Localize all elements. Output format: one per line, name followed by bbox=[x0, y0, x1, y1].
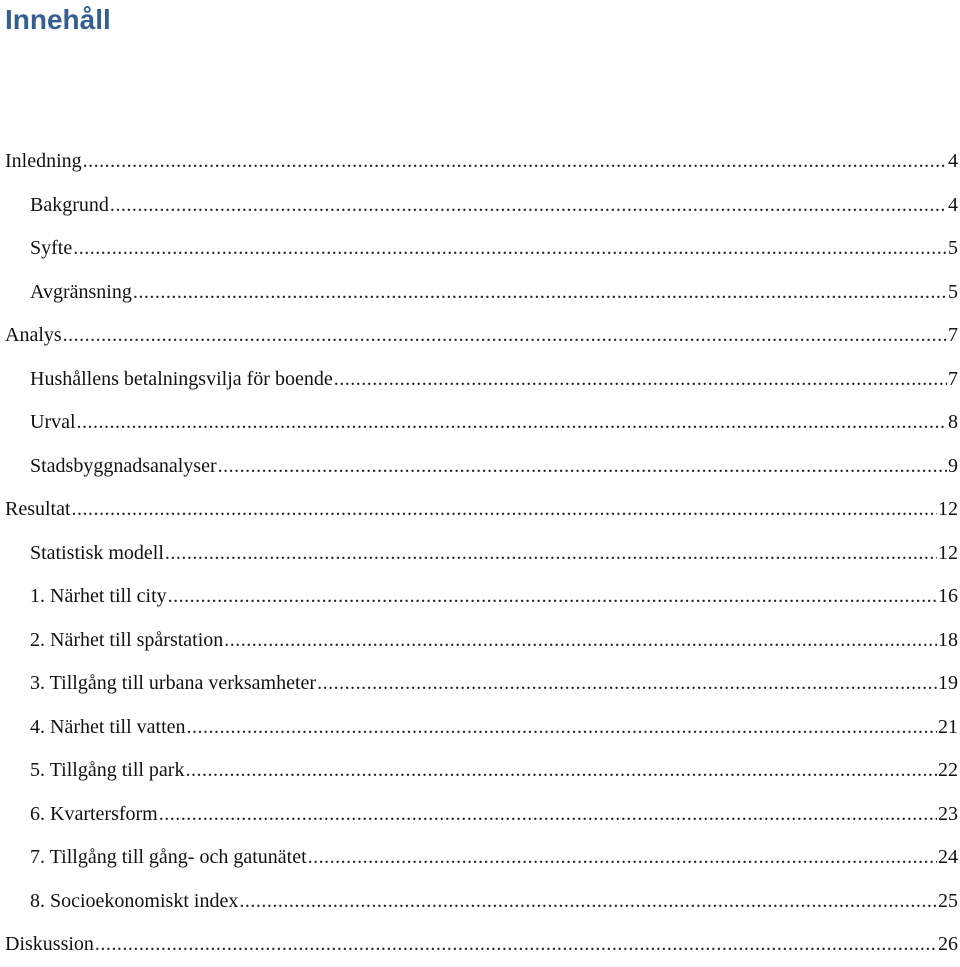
toc-entry-label: 4. Närhet till vatten bbox=[30, 715, 186, 738]
toc-entry-label: Resultat bbox=[5, 498, 71, 520]
toc-entry-page-number: 25 bbox=[938, 889, 958, 912]
toc-dot-leader bbox=[83, 140, 947, 184]
toc-dot-leader bbox=[159, 793, 937, 837]
toc-dot-leader bbox=[95, 923, 937, 967]
toc-entry-label: 1. Närhet till city bbox=[30, 585, 167, 607]
toc-entry-page-number: 4 bbox=[948, 193, 958, 216]
toc-entry[interactable] bbox=[0, 836, 960, 880]
toc-dot-leader bbox=[224, 619, 937, 663]
toc-entry[interactable] bbox=[0, 488, 960, 532]
toc-dot-leader bbox=[317, 662, 937, 706]
toc-dot-leader bbox=[133, 271, 947, 315]
toc-entry-page-number: 21 bbox=[938, 715, 958, 738]
toc-dot-leader bbox=[168, 575, 937, 619]
toc-dot-leader bbox=[73, 227, 947, 271]
toc-entry[interactable] bbox=[0, 575, 960, 619]
toc-dot-leader bbox=[77, 401, 947, 445]
toc-entry[interactable] bbox=[0, 314, 960, 358]
toc-dot-leader bbox=[63, 314, 947, 358]
toc-entry-page-number: 24 bbox=[938, 846, 958, 868]
toc-entry[interactable] bbox=[0, 184, 960, 228]
toc-entry-label: Analys bbox=[5, 324, 62, 346]
toc-entry-page-number: 19 bbox=[938, 672, 958, 694]
toc-entry-page-number: 5 bbox=[948, 237, 958, 259]
toc-entry[interactable] bbox=[0, 445, 960, 489]
toc-entry-label: 7. Tillgång till gång- och gatunätet bbox=[30, 846, 307, 868]
toc-dot-leader bbox=[239, 880, 937, 924]
toc-dot-leader bbox=[165, 532, 937, 576]
toc-dot-leader bbox=[110, 184, 947, 228]
toc-entry-label: 5. Tillgång till park bbox=[30, 759, 185, 781]
toc-entry[interactable] bbox=[0, 140, 960, 184]
table-of-contents bbox=[0, 140, 960, 967]
toc-entry[interactable] bbox=[0, 793, 960, 837]
toc-dot-leader bbox=[308, 836, 937, 880]
page-title: Innehåll bbox=[5, 4, 111, 35]
toc-entry-page-number: 5 bbox=[948, 280, 958, 303]
toc-entry-label: Diskussion bbox=[5, 933, 94, 955]
toc-entry-page-number: 18 bbox=[938, 628, 958, 651]
toc-entry-label: 8. Socioekonomiskt index bbox=[30, 889, 239, 912]
toc-entry-label: Bakgrund bbox=[30, 193, 109, 216]
toc-entry-label: Avgränsning bbox=[30, 280, 132, 303]
toc-entry-label: Syfte bbox=[30, 237, 73, 259]
toc-entry[interactable] bbox=[0, 401, 960, 445]
toc-entry[interactable] bbox=[0, 662, 960, 706]
toc-entry-label: 2. Närhet till spårstation bbox=[30, 628, 224, 651]
toc-entry-label: Urval bbox=[30, 411, 76, 433]
toc-entry-page-number: 4 bbox=[948, 150, 958, 172]
toc-entry[interactable] bbox=[0, 532, 960, 576]
toc-entry-page-number: 16 bbox=[938, 585, 958, 607]
toc-entry-page-number: 12 bbox=[938, 498, 958, 520]
toc-entry-label: 3. Tillgång till urbana verksamheter bbox=[30, 672, 317, 694]
toc-entry-page-number: 7 bbox=[948, 324, 958, 346]
toc-entry-label: 6. Kvartersform bbox=[30, 802, 158, 825]
toc-entry[interactable] bbox=[0, 619, 960, 663]
toc-entry-page-number: 22 bbox=[938, 759, 958, 781]
toc-entry-page-number: 9 bbox=[948, 454, 958, 477]
toc-dot-leader bbox=[185, 749, 937, 793]
toc-entry-label: Inledning bbox=[5, 150, 82, 172]
toc-dot-leader bbox=[72, 488, 937, 532]
toc-entry[interactable] bbox=[0, 271, 960, 315]
toc-entry[interactable] bbox=[0, 358, 960, 402]
toc-entry-label: Hushållens betalningsvilja för boende bbox=[30, 367, 333, 390]
toc-entry[interactable] bbox=[0, 880, 960, 924]
toc-entry-page-number: 12 bbox=[938, 541, 958, 564]
toc-dot-leader bbox=[218, 445, 947, 489]
toc-entry[interactable] bbox=[0, 227, 960, 271]
toc-entry-page-number: 23 bbox=[938, 802, 958, 825]
toc-entry-label: Statistisk modell bbox=[30, 541, 164, 564]
toc-entry[interactable] bbox=[0, 923, 960, 967]
toc-entry[interactable] bbox=[0, 749, 960, 793]
toc-dot-leader bbox=[334, 358, 947, 402]
toc-entry-page-number: 26 bbox=[938, 933, 958, 955]
toc-entry[interactable] bbox=[0, 706, 960, 750]
toc-entry-label: Stadsbyggnadsanalyser bbox=[30, 454, 217, 477]
toc-entry-page-number: 8 bbox=[948, 411, 958, 433]
toc-entry-page-number: 7 bbox=[948, 367, 958, 390]
toc-dot-leader bbox=[187, 706, 937, 750]
